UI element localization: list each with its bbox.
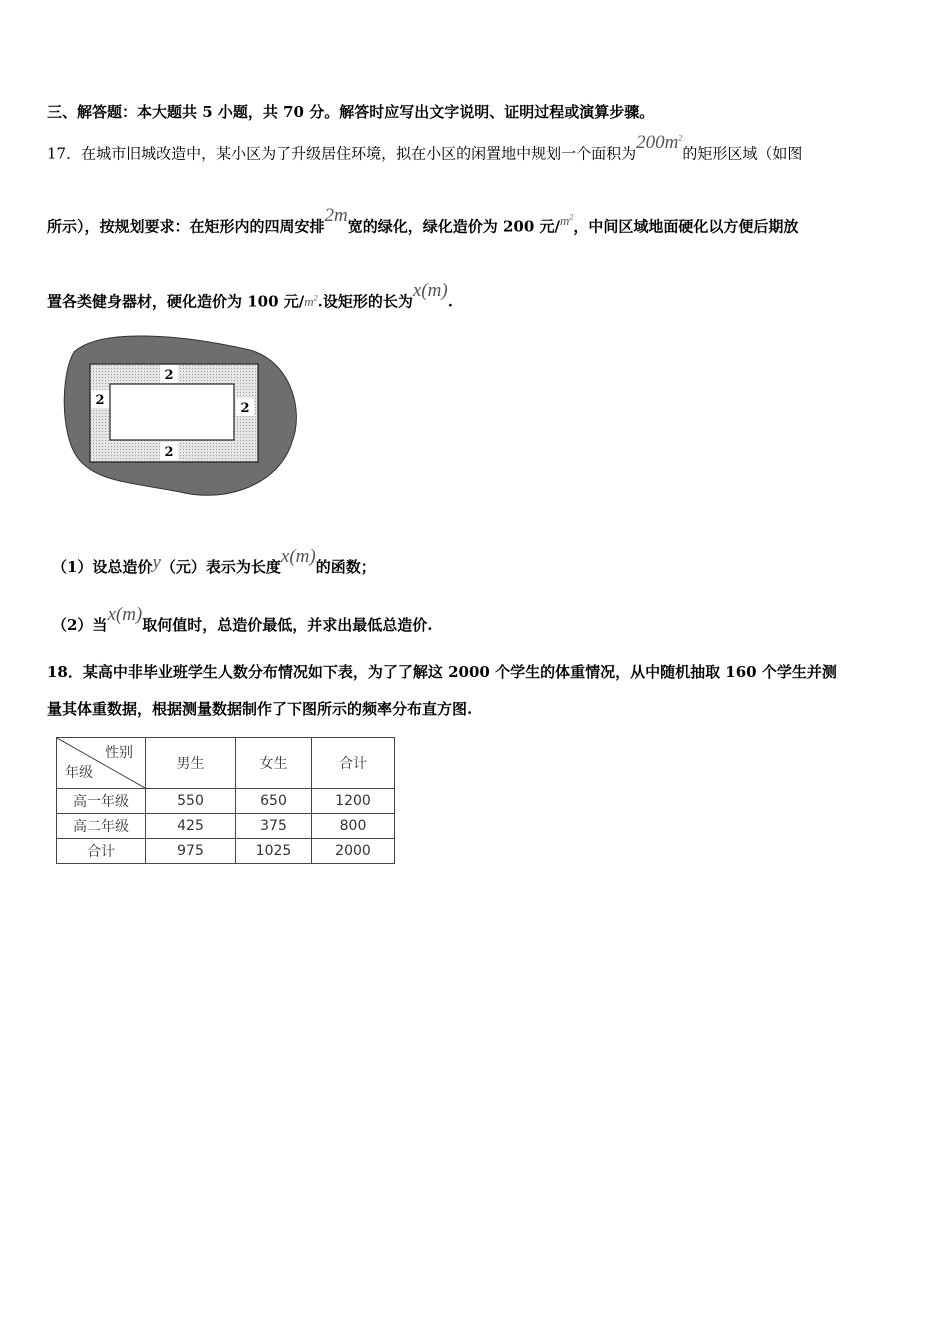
q17-sub-1: （1）设总造价y（元）表示为长度x(m)的函数；: [52, 546, 376, 576]
table-cell: 975: [146, 839, 236, 864]
corner-top-label: 性别: [105, 745, 133, 761]
section-heading: 三、解答题：本大题共 5 小题，共 70 分。解答时应写出文字说明、证明过程或演算步骤。: [47, 103, 655, 121]
row-label: 高二年级: [57, 814, 146, 839]
header-cell: 合计: [312, 738, 395, 789]
header-cell: 男生: [146, 738, 236, 789]
q17-line-2: 所示），按规划要求：在矩形内的四周安排2m宽的绿化，绿化造价为 200 元$/m^2$，中间区域地面硬化以方便后期放: [47, 205, 799, 236]
header-cell: 女生: [236, 738, 312, 789]
q17-text: 的矩形区域（如图: [682, 144, 803, 163]
table-cell: 2000: [312, 839, 395, 864]
x-expression: x(m): [280, 546, 316, 567]
table-row: [57, 839, 395, 864]
y-variable: y: [152, 552, 161, 573]
figure-label-bottom: 2: [164, 445, 174, 460]
unit-expression: $m^2$: [560, 213, 574, 229]
hardened-area: [110, 384, 234, 440]
table-cell: 650: [236, 789, 312, 814]
table-row: [57, 814, 395, 839]
figure-label-right: 2: [240, 401, 250, 416]
figure-label-left: 2: [95, 393, 105, 408]
row-label: 合计: [57, 839, 146, 864]
diagonal-header-cell: [57, 738, 146, 789]
q18-line-2: 量其体重数据，根据测量数据制作了下图所示的频率分布直方图.: [47, 700, 473, 718]
q17-line-3: 置各类健身器材，硬化造价为 100 元$/m^2$.设矩形的长为x(m).: [47, 280, 453, 311]
unit-expression: $m^2$: [304, 294, 318, 310]
table-cell: 375: [236, 814, 312, 839]
area-expression: $200m^2$: [636, 132, 683, 154]
q17-line-1: [47, 132, 803, 164]
q17-figure: [60, 332, 300, 504]
table-cell: 425: [146, 814, 236, 839]
table-cell: 1025: [236, 839, 312, 864]
q17-sub-2: （2）当x(m)取何值时，总造价最低，并求出最低总造价.: [52, 604, 433, 634]
table-cell: 800: [312, 814, 395, 839]
width-expression: 2m: [324, 205, 348, 227]
row-label: 高一年级: [57, 789, 146, 814]
q18-line-1: 18．某高中非毕业班学生人数分布情况如下表，为了了解这 2000 个学生的体重情况，从中随机抽取 160 个学生并测: [47, 663, 837, 681]
table-row: [57, 789, 395, 814]
table-cell: 1200: [312, 789, 395, 814]
corner-bottom-label: 年级: [65, 765, 93, 781]
q17-text: 17．在城市旧城改造中，某小区为了升级居住环境，拟在小区的闲置地中规划一个面积为: [47, 144, 637, 163]
table-cell: 550: [146, 789, 236, 814]
length-expression: x(m): [412, 280, 448, 302]
figure-label-top: 2: [164, 368, 174, 383]
x-expression: x(m): [107, 604, 143, 625]
student-distribution-table: [56, 737, 395, 864]
table-header-row: [57, 738, 395, 789]
